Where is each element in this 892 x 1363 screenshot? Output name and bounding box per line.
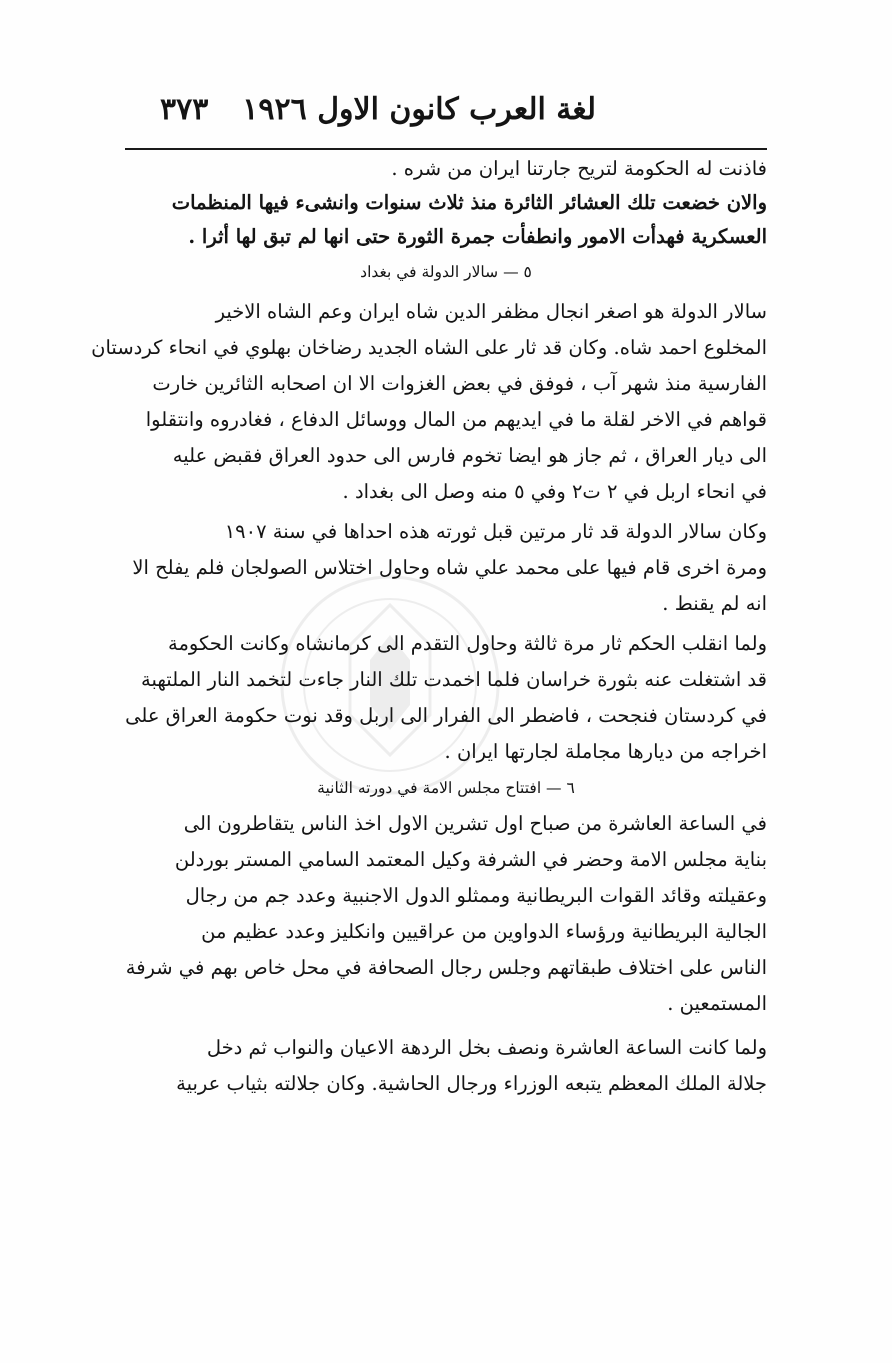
text-line: اخراجه من ديارها مجاملة لجارتها ايران . [444,740,767,763]
section5-paragraph-3 [125,626,767,770]
text-line: في انحاء اربل في ٢ ت٢ وفي ٥ منه وصل الى بغداد . [342,480,767,503]
text-line: الناس على اختلاف طبقاتهم وجلس رجال الصحافة في محل خاص بهم في شرفة [125,956,767,979]
text-line: ومرة اخرى قام فيها على محمد علي شاه وحاول اختلاس الصولجان فلم يفلح الا [132,556,767,579]
paragraph-2 [125,186,767,254]
text-line: الفارسية منذ شهر آب ، فوفق في بعض الغزوات الا ان اصحابه الثائرين خارت [152,372,767,395]
text-line: سالار الدولة هو اصغر انجال مظفر الدين شاه ايران وعم الشاه الاخير [215,300,767,323]
text-line: وعقيلته وقائد القوات البريطانية وممثلو الدول الاجنبية وعدد جم من رجال [185,884,767,907]
article-body [91,152,767,1102]
text-line: قواهم في الاخر لقلة ما في ايديهم من المال ووسائل الدفاع ، فغادروه وانتقلوا [145,408,767,431]
paragraph-1 [125,152,767,186]
text-line: العسكرية فهدأت الامور وانطفأت جمرة الثورة حتى انها لم تبق لها أثرا . [188,225,767,248]
page-header [160,92,596,136]
text-line: ولما انقلب الحكم ثار مرة ثالثة وحاول التقدم الى كرمانشاه وكانت الحكومة [168,632,767,655]
section6-paragraph-2 [125,1030,767,1102]
text-line: ولما كانت الساعة العاشرة ونصف بخل الردهة الاعيان والنواب ثم دخل [206,1036,767,1059]
text-line: الجالية البريطانية ورؤساء الدواوين من عراقيين وانكليز وعدد عظيم من [201,920,767,943]
text-line: انه لم يقنط . [662,592,767,615]
text-line: المخلوع احمد شاه. وكان قد ثار على الشاه الجديد رضاخان بهلوي في انحاء كردستان [91,336,767,359]
text-line: في كردستان فنجحت ، فاضطر الى الفرار الى اربل وقد نوت حكومة العراق على [125,704,767,727]
text-line: في الساعة العاشرة من صباح اول تشرين الاول اخذ الناس يتقاطرون الى [183,812,767,835]
text-line: فاذنت له الحكومة لتريح جارتنا ايران من شره . [391,157,767,180]
text-line: بناية مجلس الامة وحضر في الشرفة وكيل المعتمد السامي المستر بوردلن [174,848,767,871]
page-number: ٣٧٣ [160,92,209,127]
section-heading-5: ٥ — سالار الدولة في بغداد [360,263,532,281]
running-title: لغة العرب كانون الاول ١٩٢٦ [242,92,596,127]
text-line: جلالة الملك المعظم يتبعه الوزراء ورجال الحاشية. وكان جلالته بثياب عربية [176,1072,767,1095]
header-rule [125,148,767,150]
text-line: المستمعين . [667,992,767,1015]
text-line: الى ديار العراق ، ثم جاز هو ايضا تخوم فارس الى حدود العراق فقبض عليه [172,444,767,467]
text-line: والان خضعت تلك العشائر الثائرة منذ ثلاث سنوات وانشىء فيها المنظمات [171,191,767,214]
text-line: وكان سالار الدولة قد ثار مرتين قبل ثورته هذه احداها في سنة ١٩٠٧ [224,520,767,543]
section5-paragraph-2 [125,514,767,622]
section-heading-6: ٦ — افتتاح مجلس الامة في دورته الثانية [317,779,575,797]
text-line: قد اشتغلت عنه بثورة خراسان فلما اخمدت تلك النار جاءت لتخمد النار الملتهبة [140,668,767,691]
section5-paragraph-1 [91,294,767,510]
section6-paragraph-1 [125,806,767,1022]
